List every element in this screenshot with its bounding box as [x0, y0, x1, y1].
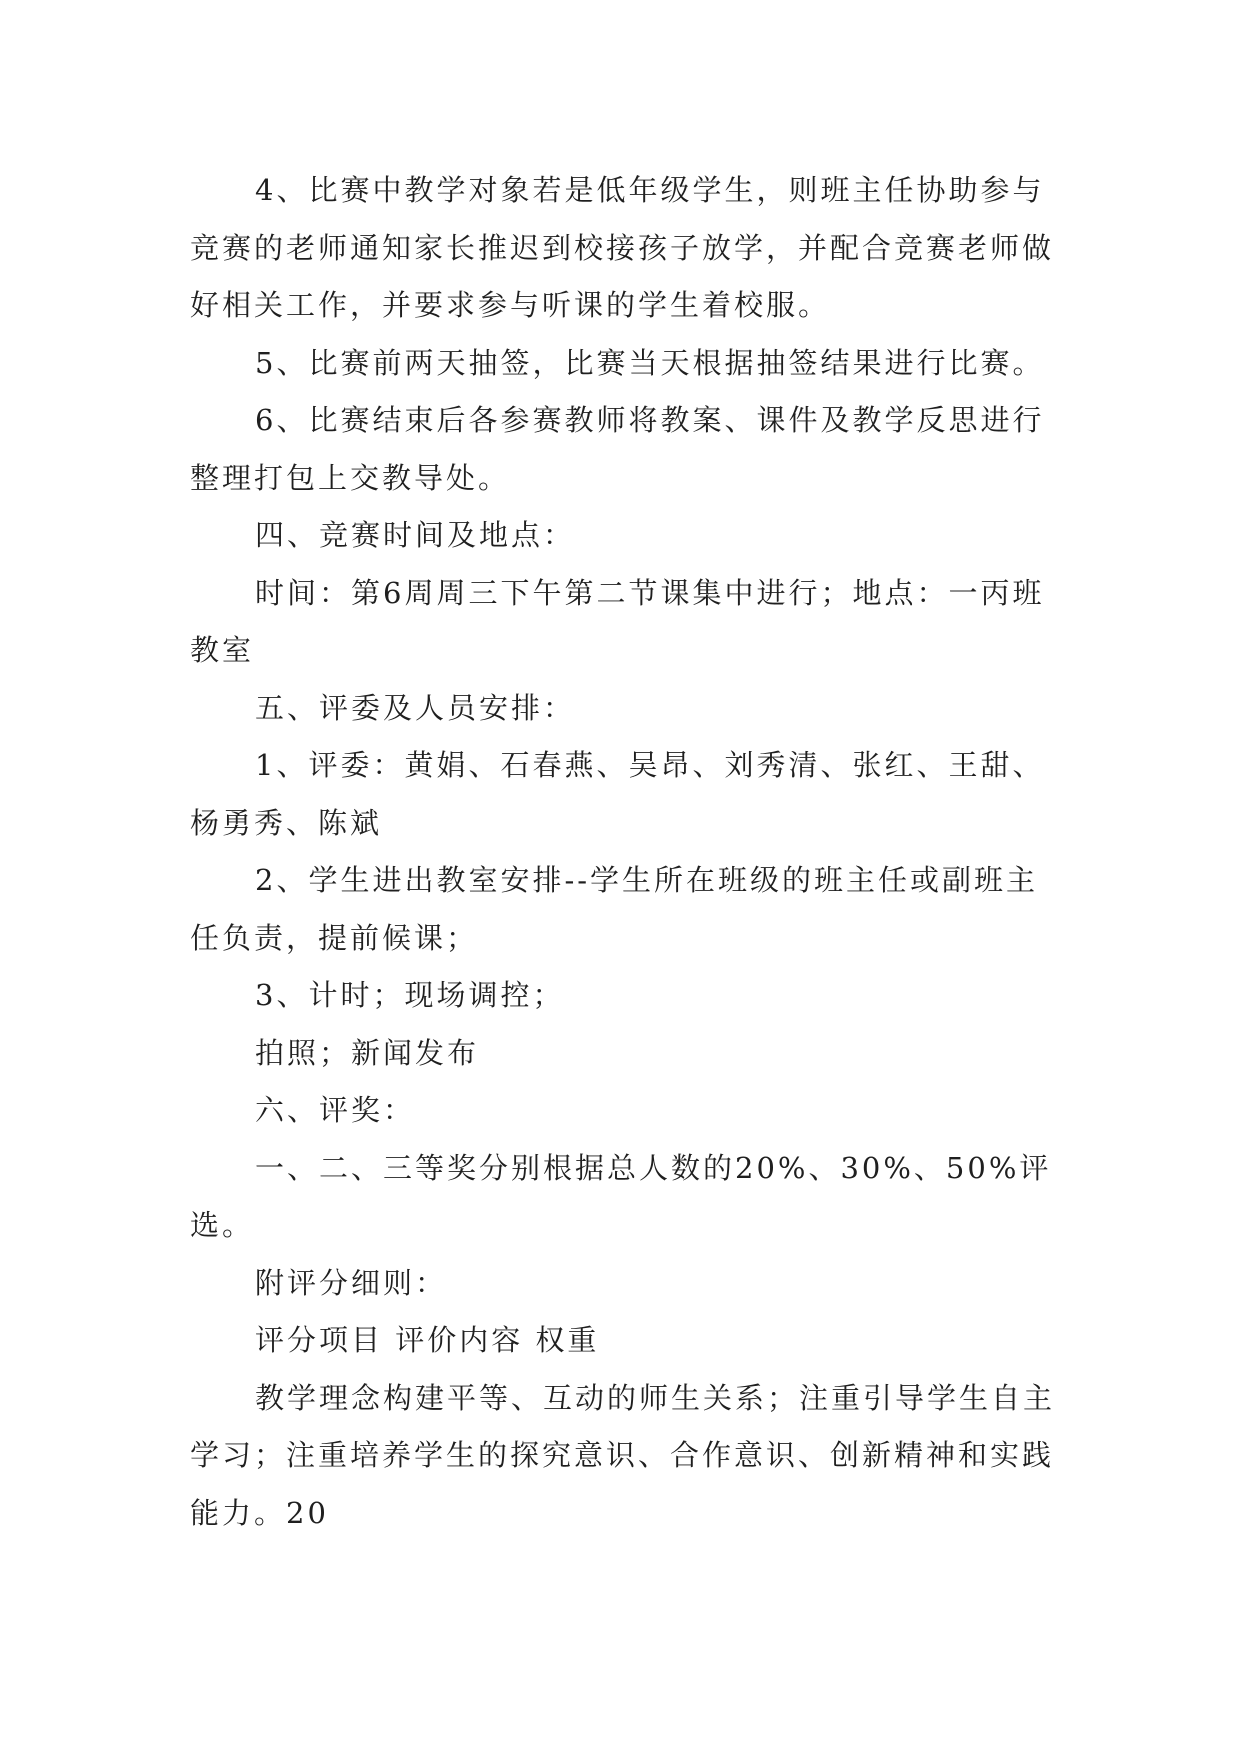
section-heading-awards: 六、评奖： — [255, 1093, 416, 1127]
award-distribution: 一、二、三等奖分别根据总人数的20%、30%、50%评选。 — [190, 1150, 1052, 1242]
scoring-item-teaching-concept: 教学理念构建平等、互动的师生关系；注重引导学生自主学习；注重培养学生的探究意识、合作意识、创新精神和实践能力。20 — [190, 1380, 1056, 1530]
student-arrangement: 2、学生进出教室安排--学生所在班级的班主任或副班主任负责，提前候课； — [190, 863, 1039, 955]
time-location-detail: 时间：第6周周三下午第二节课集中进行；地点：一丙班教室 — [190, 575, 1045, 667]
section-heading-judges: 五、评委及人员安排： — [255, 690, 576, 725]
judges-list: 1、评委：黄娟、石春燕、吴昂、刘秀清、张红、王甜、杨勇秀、陈斌 — [190, 748, 1045, 840]
section-heading-time-location: 四、竞赛时间及地点： — [255, 518, 576, 552]
paragraph-item-6: 6、比赛结束后各参赛教师将教案、课件及教学反思进行整理打包上交教导处。 — [190, 403, 1045, 495]
paragraph-item-4: 4、比赛中教学对象若是低年级学生，则班主任协助参与竞赛的老师通知家长推迟到校接孩子放学，并配合竞赛老师做好相关工作，并要求参与听课的学生着校服。 — [190, 173, 1055, 322]
timing-control: 3、计时；现场调控； — [255, 978, 565, 1012]
paragraph-item-5: 5、比赛前两天抽签，比赛当天根据抽签结果进行比赛。 — [255, 345, 1045, 380]
scoring-rules-heading: 附评分细则： — [255, 1265, 448, 1300]
photo-news: 拍照；新闻发布 — [255, 1035, 480, 1070]
document-body — [190, 162, 1070, 1542]
scoring-table-header: 评分项目 评价内容 权重 — [255, 1323, 600, 1357]
